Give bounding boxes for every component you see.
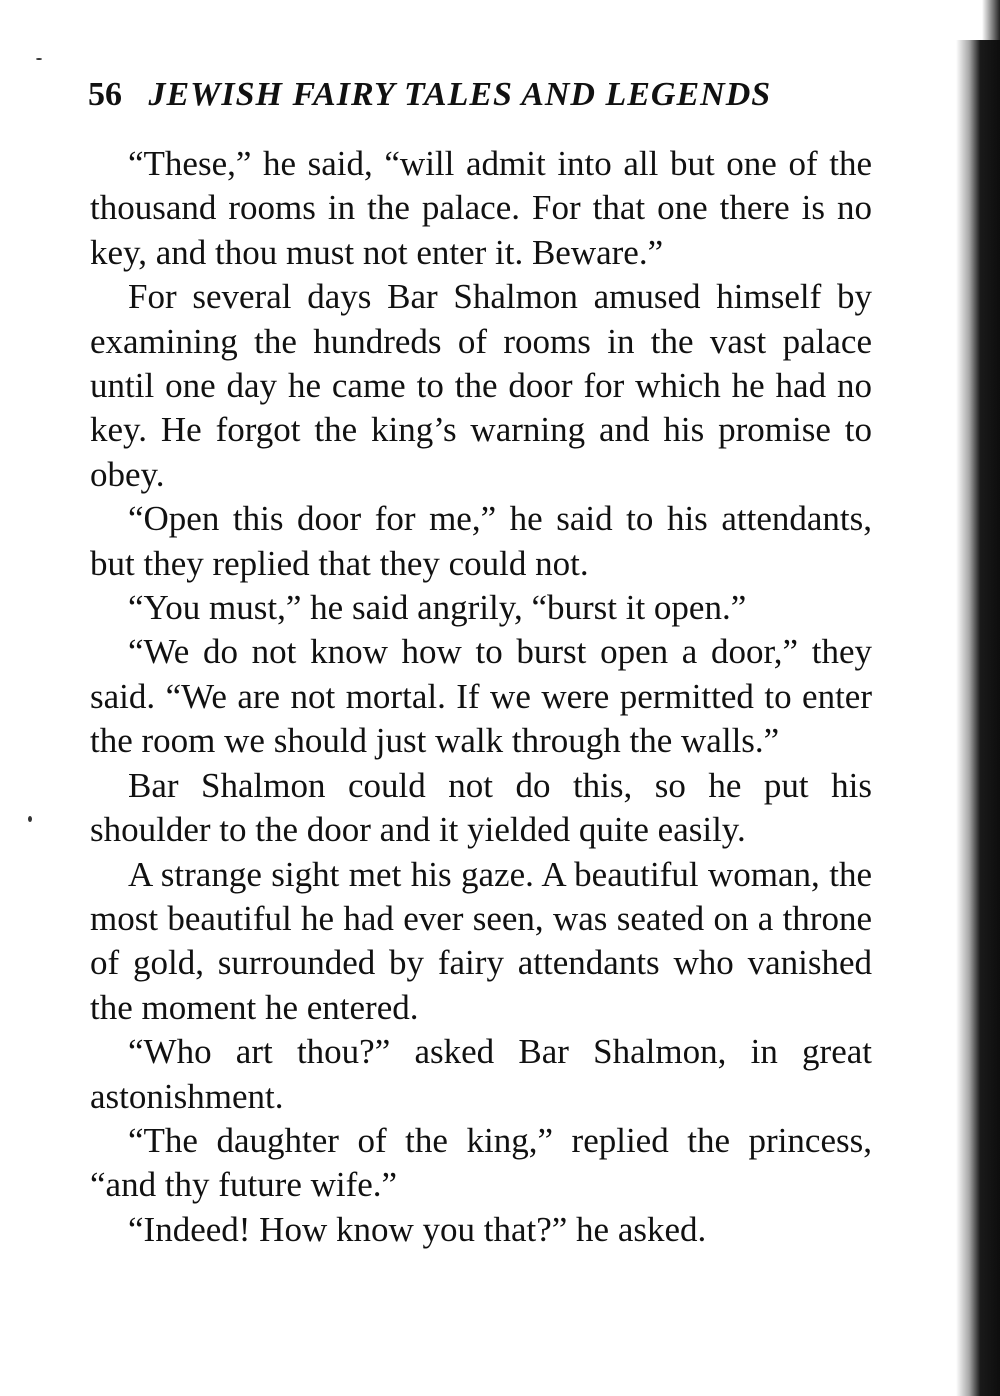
scan-edge-shadow — [956, 40, 1000, 1396]
page-number: 56 — [88, 76, 122, 113]
paragraph: “Indeed! How know you that?” he asked. — [128, 1209, 707, 1249]
paragraph: For several days Bar Shalmon amused himself by examining the hundreds of rooms in the vast palace until one day he came to the door for which he had no key. He forgot the king’s warning and his promise to obey. — [90, 277, 872, 494]
paragraph: “Who art thou?” asked Bar Shalmon, in great astonishment. — [90, 1032, 872, 1116]
paragraph: “These,” he said, “will admit into all but one of the thousand rooms in the palace. For that one there is no key, and thou must not enter it. Beware.” — [90, 144, 872, 272]
scan-speck — [36, 58, 42, 60]
paragraph: “The daughter of the king,” replied the princess, “and thy future wife.” — [90, 1120, 872, 1205]
paragraph: Bar Shalmon could not do this, so he put his shoulder to the door and it yielded quite easily. — [90, 765, 872, 850]
scan-speck — [28, 816, 32, 822]
paragraph: “We do not know how to burst open a door,” they said. “We are not mortal. If we were permitted to enter the room we should just walk through the walls.” — [90, 632, 872, 761]
page-header — [88, 70, 878, 120]
paragraph: A strange sight met his gaze. A beautiful woman, the most beautiful he had ever seen, was seated on a throne of gold, surrounded by fairy attendants who vanished the moment he entered. — [90, 854, 872, 1027]
running-title: JEWISH FAIRY TALES AND LEGENDS — [148, 76, 772, 113]
body-text — [90, 142, 872, 1252]
paragraph: “Open this door for me,” he said to his attendants, but they replied that they could not. — [90, 499, 872, 583]
paragraph: “You must,” he said angrily, “burst it open.” — [128, 588, 747, 628]
